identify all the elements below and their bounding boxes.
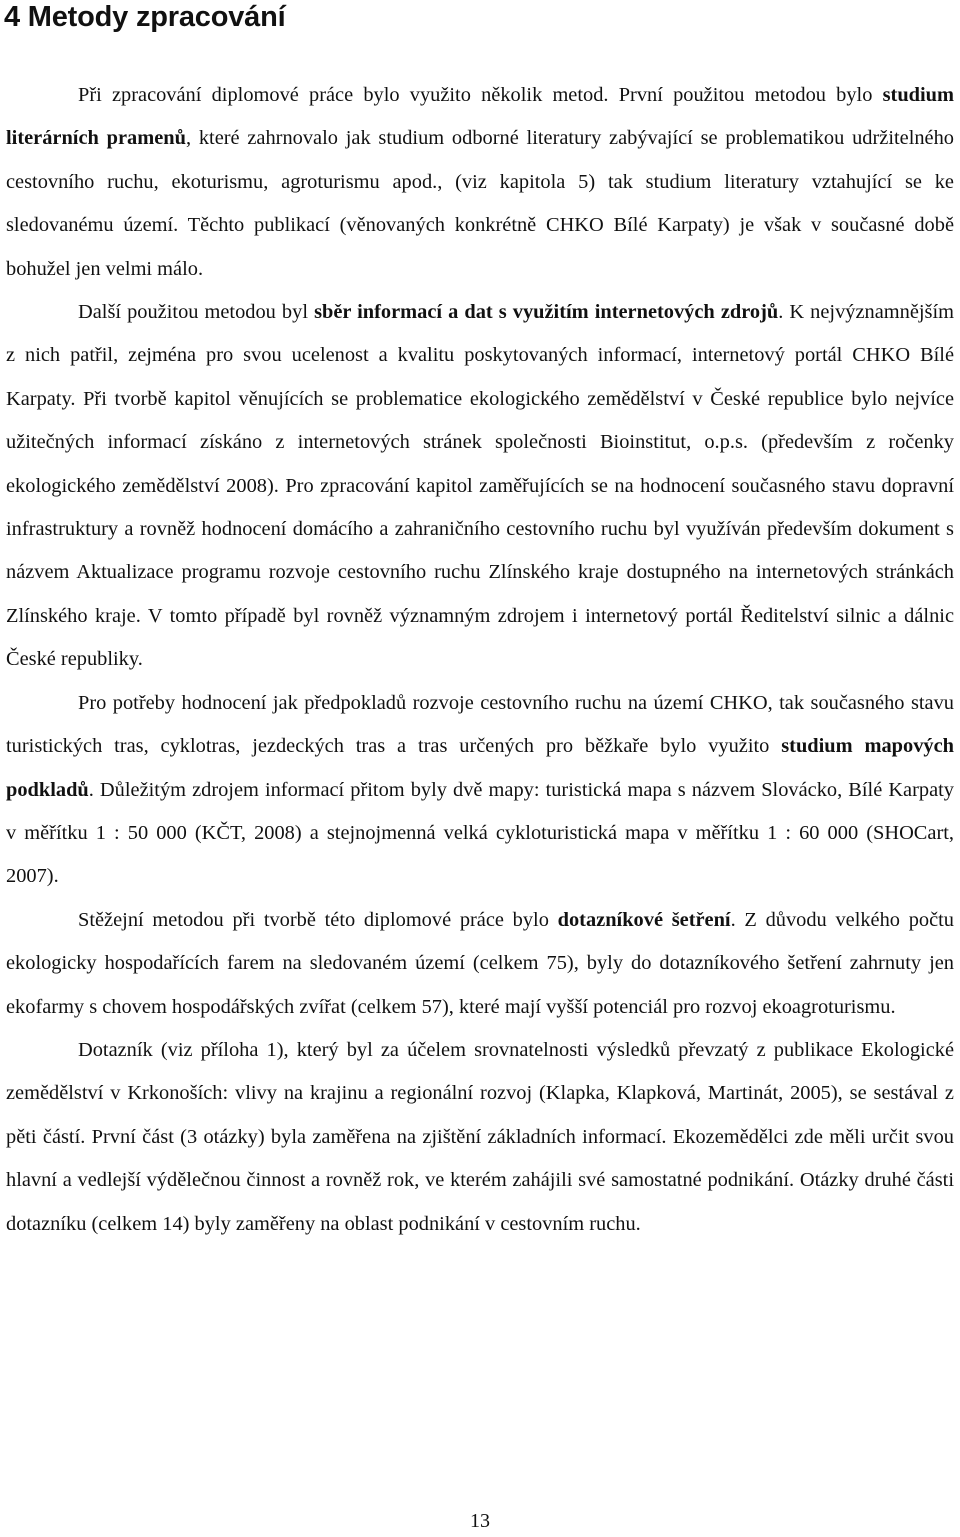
bold-phrase: studium literárních pramenů [6, 84, 954, 150]
bold-phrase: studium mapových podkladů [6, 735, 954, 801]
text-run: Dotazník (viz příloha 1), který byl za účelem srovnatelnosti výsledků převzatý z publikace Ekologické zemědělství v Krkonoších: vlivy na krajinu a regionální rozvoj (Klapka, Klapková, Martinát, 2005), se sestával z pěti částí. První část (3 otázky) byla zaměřena na zjištění základních informací. Ekozemědělci zde měli určit svou hlavní a vedlejší výdělečnou činnost a rovněž rok, ve kterém zahájili své samostatné podnikání. Otázky druhé části dotazníku (celkem 14) byly zaměřeny na oblast podnikání v cestovním ruchu. [6, 1038, 954, 1235]
bold-phrase: dotazníkové šetření [557, 908, 731, 931]
text-run: Stěžejní metodou při tvorbě této diplomové práce bylo [78, 908, 558, 931]
paragraph [6, 74, 954, 291]
section-heading: 4 Metody zpracování [4, 1, 286, 33]
bold-phrase: sběr informací a dat s využitím internetových zdrojů [314, 301, 779, 324]
text-run: Pro potřeby hodnocení jak předpokladů rozvoje cestovního ruchu na území CHKO, tak současného stavu turistických tras, cyklotras, jezdeckých tras a tras určených pro běžkaře bylo využito [6, 691, 954, 758]
paragraph [6, 1029, 954, 1246]
paragraph [6, 899, 954, 1029]
text-run: Další použitou metodou byl [78, 301, 315, 324]
text-run: . Z důvodu velkého počtu ekologicky hospodařících farem na sledovaném území (celkem 75), byly do dotazníkového šetření zahrnuty jen ekofarmy s chovem hospodářských zvířat (celkem 57), které mají vyšší potenciál pro rozvoj ekoagroturismu. [6, 908, 955, 1018]
text-run: , které zahrnovalo jak studium odborné literatury zabývající se problematikou udržitelného cestovního ruchu, ekoturismu, agroturismu apod., (viz kapitola 5) tak studium literatury vztahující se ke sledovanému území. Těchto publikací (věnovaných konkrétně CHKO Bílé Karpaty) je však v současné době bohužel jen velmi málo. [6, 127, 954, 280]
text-run: . K nejvýznamnějším z nich patřil, zejména pro svou ucelenost a kvalitu poskytovaných informací, internetový portál CHKO Bílé Karpaty. Při tvorbě kapitol věnujících se problematice ekologického zemědělství v České republice bylo nejvíce užitečných informací získáno z internetových stránek společnosti Bioinstitut, o.p.s. (především z ročenky ekologického zemědělství 2008). Pro zpracování kapitol zaměřujících se na hodnocení současného stavu dopravní infrastruktury a rovněž hodnocení domácího a zahraničního cestovního ruchu byl využíván především dokument s názvem Aktualizace programu rozvoje cestovního ruchu Zlínského kraje dostupného na internetových stránkách Zlínského kraje. V tomto případě byl rovněž významným zdrojem i internetový portál Ředitelství silnic a dálnic České republiky. [6, 301, 954, 671]
text-run: . Důležitým zdrojem informací přitom byly dvě mapy: turistická mapa s názvem Slovácko, Bílé Karpaty v měřítku 1 : 50 000 (KČT, 2008) a stejnojmenná velká cykloturistická mapa v měřítku 1 : 60 000 (SHOCart, 2007). [6, 778, 954, 888]
paragraph [6, 291, 954, 682]
page-number: 13 [470, 1510, 490, 1532]
body-text [6, 74, 954, 1246]
text-run: Při zpracování diplomové práce bylo využito několik metod. První použitou metodou bylo [78, 84, 883, 106]
paragraph [6, 682, 954, 899]
